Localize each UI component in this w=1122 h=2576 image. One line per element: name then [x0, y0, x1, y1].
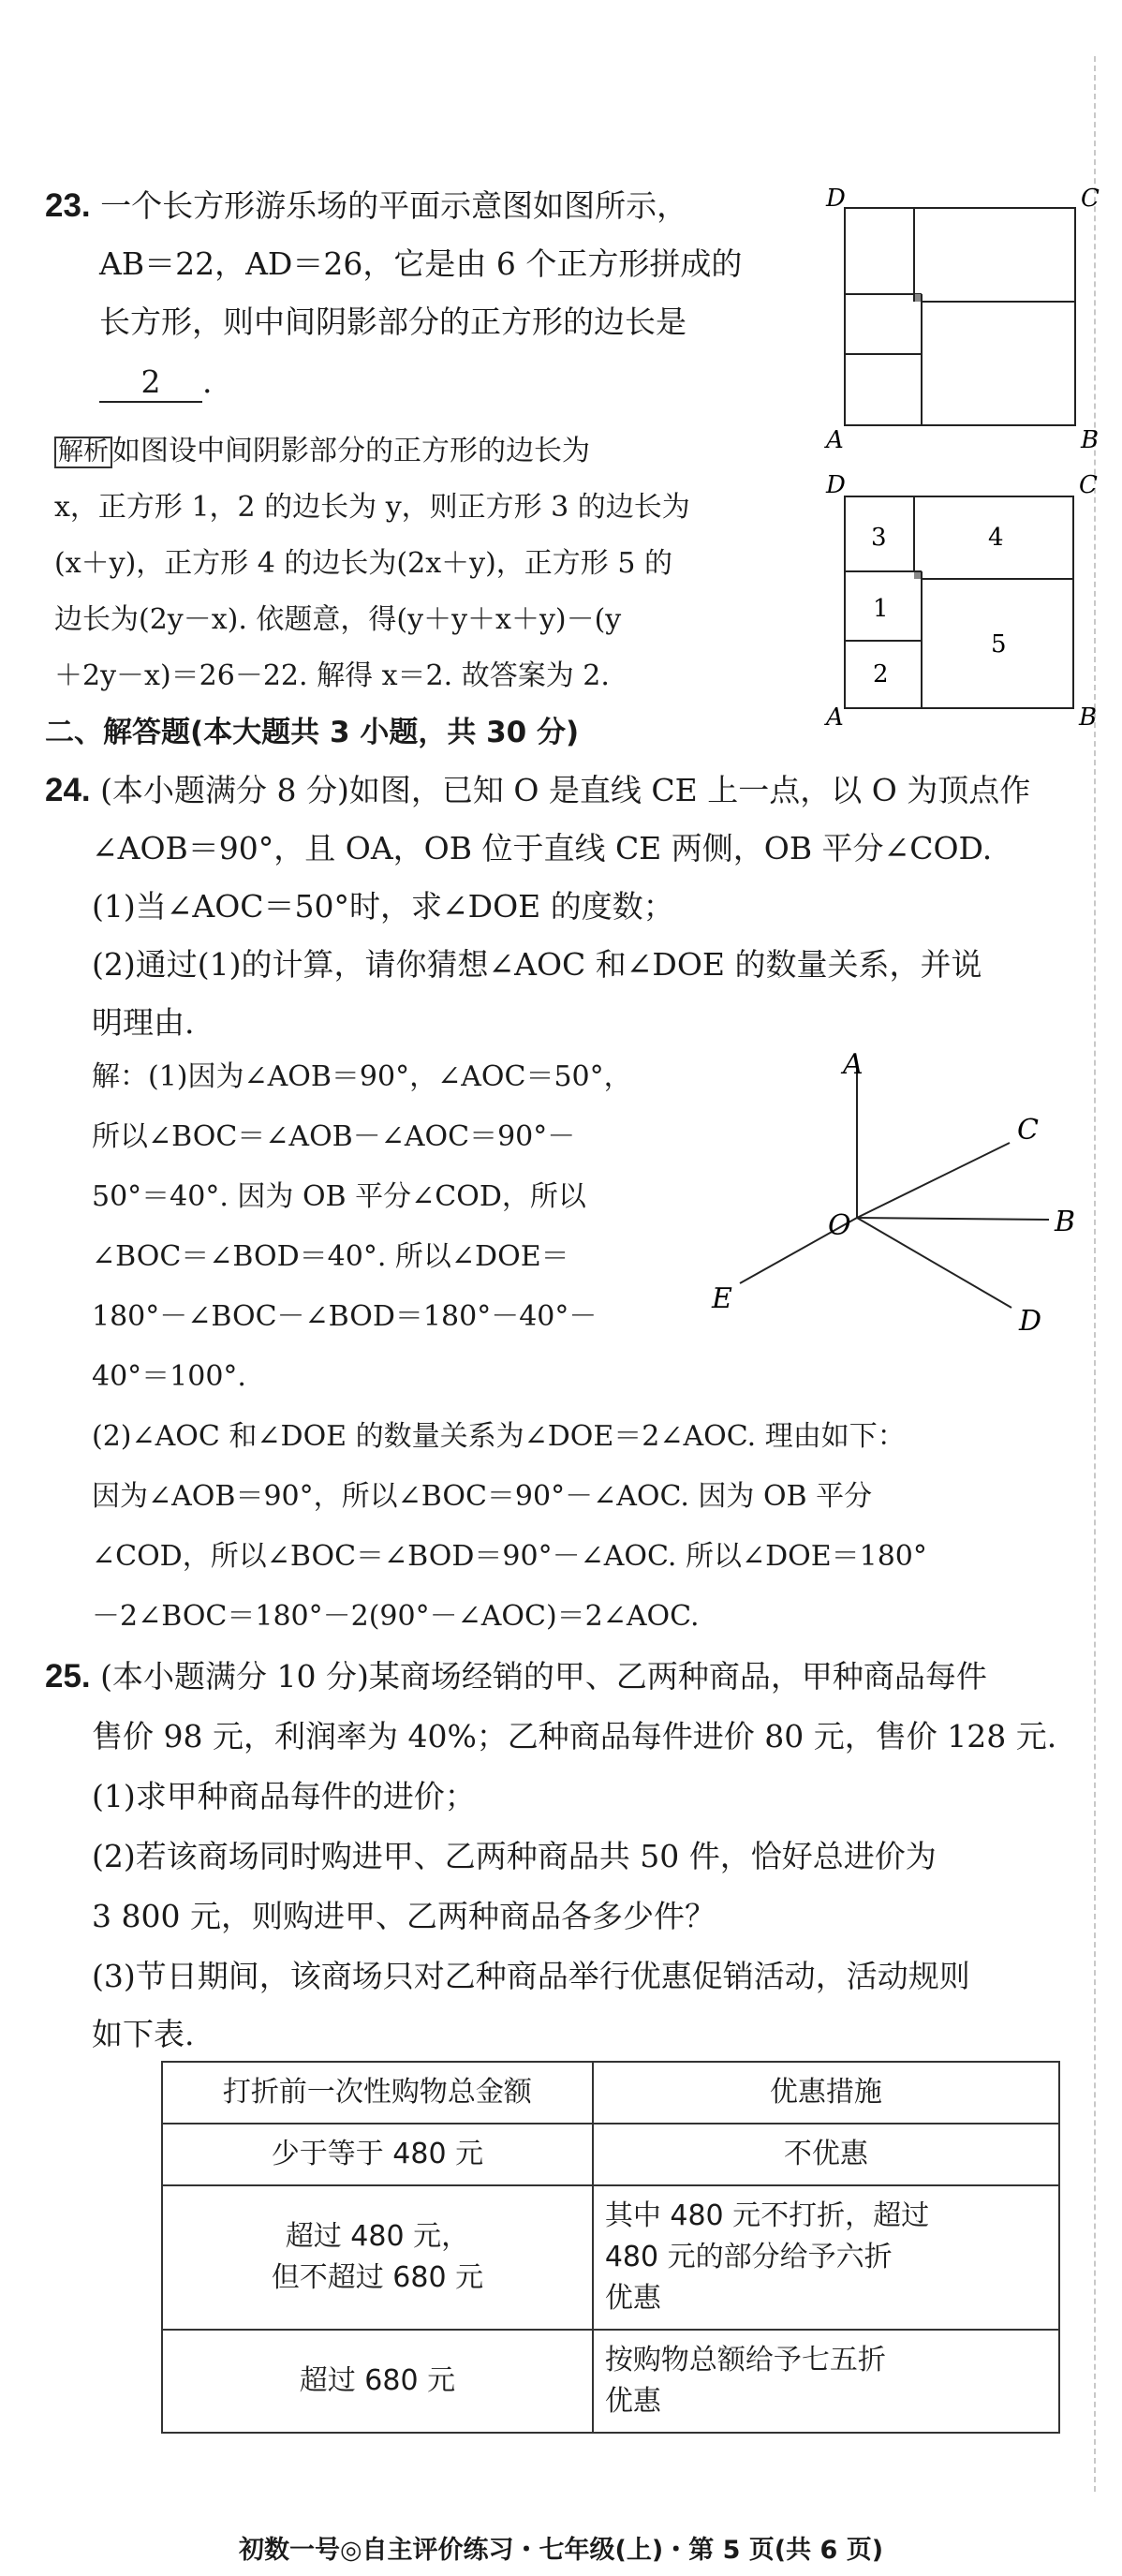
q23-label-A: A: [826, 426, 844, 450]
q23-number: 23.: [45, 187, 91, 224]
analysis-tag: 解析: [54, 437, 112, 468]
q24-solution-6: 40°＝100°.: [92, 1360, 246, 1393]
label-D: D: [1019, 1305, 1042, 1338]
promotion-table: [161, 2061, 1060, 2434]
q23-line-2: AB＝22，AD＝26，它是由 6 个正方形拼成的: [99, 245, 743, 282]
q23-shaded-square: [914, 294, 922, 302]
ray-OB: [857, 1218, 1049, 1220]
square-4-label: 4: [988, 524, 1004, 552]
q23-label-B: B: [1081, 426, 1100, 450]
q24-line-5: 明理由.: [92, 1004, 195, 1041]
table-cell: 按购物总额给予七五折 优惠: [593, 2330, 1059, 2433]
q23-analysis-5: ＋2y－x)＝26－22. 解得 x＝2. 故答案为 2.: [54, 659, 610, 692]
table-row: [162, 2330, 1059, 2433]
q25-line-2: 售价 98 元，利润率为 40%；乙种商品每件进价 80 元，售价 128 元.: [92, 1718, 1057, 1754]
q24-solution2-3: ∠COD，所以∠BOC＝∠BOD＝90°－∠AOC. 所以∠DOE＝180°: [92, 1540, 927, 1573]
q23-outer-rect: [845, 208, 1075, 425]
q25-line-3: (1)求甲种商品每件的进价；: [92, 1778, 476, 1814]
q23b-label-B: B: [1079, 703, 1098, 729]
q23-figure-labeled: [824, 470, 1105, 729]
page-footer: 初数一号◎自主评价练习・七年级(上)・第 5 页(共 6 页): [238, 2536, 884, 2565]
q25-line-5: 3 800 元，则购进甲、乙两种商品各多少件？: [92, 1898, 716, 1934]
ray-OD: [857, 1218, 1011, 1308]
q25-line-7: 如下表.: [92, 2016, 195, 2052]
label-C: C: [1017, 1114, 1039, 1147]
q24-solution2-2: 因为∠AOB＝90°，所以∠BOC＝90°－∠AOC. 因为 OB 平分: [92, 1480, 873, 1513]
q25-line-1: 25. (本小题满分 10 分)某商场经销的甲、乙两种商品，甲种商品每件: [45, 1658, 987, 1695]
square-2-label: 2: [873, 660, 889, 688]
q23-analysis-3: (x＋y)，正方形 4 的边长为(2x＋y)，正方形 5 的: [54, 547, 672, 580]
square-1-label: 1: [873, 595, 889, 623]
q23-analysis-2: x，正方形 1，2 的边长为 y，则正方形 3 的边长为: [54, 491, 690, 524]
table-cell: 其中 480 元不打折，超过 480 元的部分给予六折 优惠: [593, 2185, 1059, 2330]
q24-solution-1: 解：(1)因为∠AOB＝90°，∠AOC＝50°，: [92, 1060, 632, 1093]
table-header-cell: 打折前一次性购物总金额: [162, 2062, 593, 2124]
ray-OC: [857, 1143, 1010, 1218]
label-O: O: [828, 1209, 851, 1242]
q24-solution-2: 所以∠BOC＝∠AOB－∠AOC＝90°－: [92, 1120, 576, 1153]
q23-label-D: D: [826, 185, 846, 213]
label-E: E: [712, 1282, 732, 1315]
q24-angle-figure: [693, 1049, 1086, 1358]
q23-line-3: 长方形，则中间阴影部分的正方形的边长是: [99, 303, 686, 340]
q23-labeled-shaded: [914, 571, 922, 579]
square-3-label: 3: [871, 524, 887, 552]
q23-analysis-4: 边长为(2y－x). 依题意，得(y＋y＋x＋y)－(y: [54, 603, 622, 636]
label-A: A: [843, 1049, 864, 1081]
table-cell: 少于等于 480 元: [162, 2124, 593, 2185]
q23-analysis-1: 解析 如图设中间阴影部分的正方形的边长为: [54, 433, 590, 470]
q24-solution2-4: －2∠BOC＝180°－2(90°－∠AOC)＝2∠AOC.: [92, 1600, 700, 1633]
label-B: B: [1055, 1206, 1076, 1238]
q25-line-6: (3)节日期间，该商场只对乙种商品举行优惠促销活动，活动规则: [92, 1958, 970, 1994]
table-header-cell: 优惠措施: [593, 2062, 1059, 2124]
q24-line-4: (2)通过(1)的计算，请你猜想∠AOC 和∠DOE 的数量关系，并说: [92, 946, 982, 983]
table-row: [162, 2124, 1059, 2185]
q23b-label-C: C: [1079, 471, 1098, 499]
q23-label-C: C: [1081, 185, 1100, 213]
table-cell: 超过 480 元， 但不超过 680 元: [162, 2185, 593, 2330]
q24-line-2: ∠AOB＝90°，且 OA，OB 位于直线 CE 两侧，OB 平分∠COD.: [92, 830, 993, 866]
q24-solution2-1: (2)∠AOC 和∠DOE 的数量关系为∠DOE＝2∠AOC. 理由如下：: [92, 1420, 906, 1453]
table-cell: 超过 680 元: [162, 2330, 593, 2433]
q24-solution-4: ∠BOC＝∠BOD＝40°. 所以∠DOE＝: [92, 1240, 569, 1273]
section-2-title: 二、解答题(本大题共 3 小题，共 30 分): [45, 716, 580, 749]
q23-answer-line: 2 .: [99, 363, 213, 403]
q23-figure-plain: [824, 184, 1105, 450]
q25-number: 25.: [45, 1658, 91, 1695]
q25-line-4: (2)若该商场同时购进甲、乙两种商品共 50 件，恰好总进价为: [92, 1838, 937, 1874]
table-row: [162, 2185, 1059, 2330]
q24-solution-3: 50°＝40°. 因为 OB 平分∠COD，所以: [92, 1180, 586, 1213]
q23-line-1: 23. 一个长方形游乐场的平面示意图如图所示，: [45, 187, 688, 224]
q24-line-3: (1)当∠AOC＝50°时，求∠DOE 的度数；: [92, 888, 674, 925]
q23b-label-A: A: [826, 703, 844, 729]
table-cell: 不优惠: [593, 2124, 1059, 2185]
table-header-row: [162, 2062, 1059, 2124]
q24-line-1: 24. (本小题满分 8 分)如图，已知 O 是直线 CE 上一点，以 O 为顶点作: [45, 772, 1031, 808]
q24-number: 24.: [45, 772, 91, 808]
q23-answer: 2: [99, 363, 202, 403]
square-5-label: 5: [991, 630, 1007, 659]
q24-solution-5: 180°－∠BOC－∠BOD＝180°－40°－: [92, 1300, 598, 1333]
q23b-label-D: D: [826, 471, 846, 499]
